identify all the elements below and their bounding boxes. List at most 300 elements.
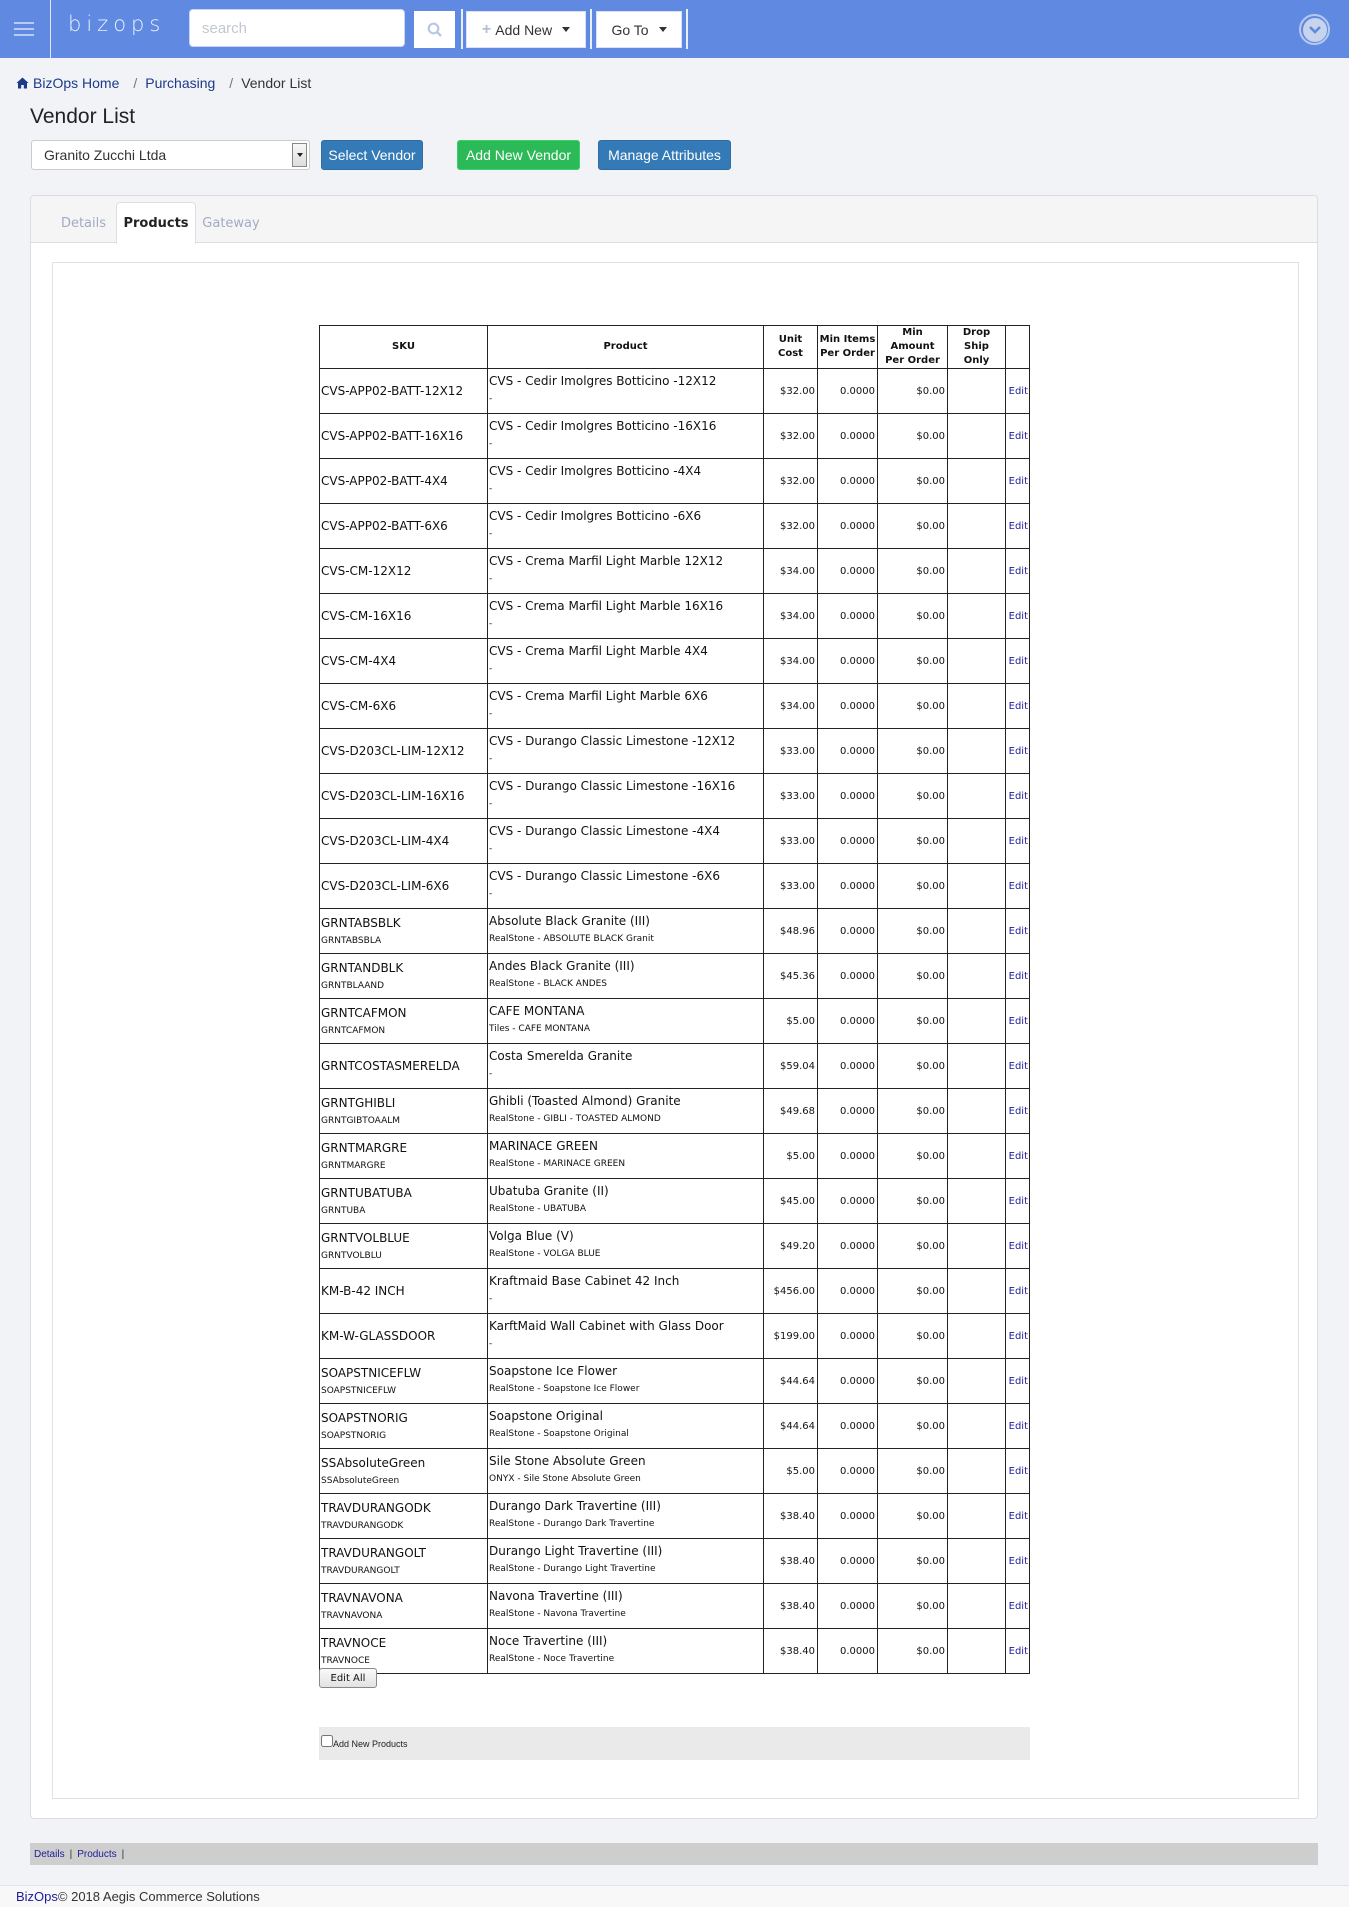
cell-product	[488, 684, 764, 729]
cell-drop-ship	[948, 954, 1006, 999]
table-row	[320, 1584, 1030, 1629]
cell-sku	[320, 1314, 488, 1359]
tab-products[interactable]: Products	[116, 202, 196, 244]
manage-attributes-button[interactable]: Manage Attributes	[598, 140, 731, 170]
cell-sku	[320, 369, 488, 414]
cell-min-amount: $0.00	[878, 504, 948, 549]
cell-min-items: 0.0000	[818, 459, 878, 504]
add-new-products-checkbox[interactable]	[321, 1735, 333, 1747]
sku-value: SOAPSTNICEFLW	[321, 1366, 422, 1380]
cell-product	[488, 414, 764, 459]
sku-sub-value: SOAPSTNICEFLW	[321, 1386, 397, 1396]
cell-min-amount: $0.00	[878, 1449, 948, 1494]
cell-drop-ship	[948, 774, 1006, 819]
top-navbar	[0, 0, 1349, 58]
cell-unit-cost: $32.00	[764, 459, 818, 504]
edit-row-link[interactable]: Edit	[1008, 475, 1028, 487]
product-sub: -	[489, 799, 493, 809]
cell-sku	[320, 459, 488, 504]
cell-sku	[320, 1404, 488, 1449]
edit-row-link[interactable]: Edit	[1008, 745, 1028, 757]
cell-edit	[1006, 1044, 1030, 1089]
table-row	[320, 1089, 1030, 1134]
cell-unit-cost: $5.00	[764, 1134, 818, 1179]
product-sub: RealStone - Soapstone Ice Flower	[489, 1384, 640, 1394]
edit-row-link[interactable]: Edit	[1008, 1105, 1028, 1117]
cell-unit-cost: $34.00	[764, 549, 818, 594]
product-name: CVS - Crema Marfil Light Marble 4X4	[489, 644, 708, 658]
cell-edit	[1006, 864, 1030, 909]
cell-drop-ship	[948, 369, 1006, 414]
sku-value: GRNTCOSTASMERELDA	[321, 1059, 460, 1073]
header-min-items	[818, 326, 878, 369]
cell-sku	[320, 1269, 488, 1314]
edit-row-link[interactable]: Edit	[1008, 1465, 1028, 1477]
product-name: CVS - Durango Classic Limestone -12X12	[489, 734, 736, 748]
footer-links-bar	[30, 1843, 1318, 1865]
cell-min-items: 0.0000	[818, 1494, 878, 1539]
plus-icon: +	[481, 20, 492, 38]
cell-min-amount: $0.00	[878, 1224, 948, 1269]
search-input[interactable]	[189, 9, 405, 47]
table-row	[320, 549, 1030, 594]
cell-product	[488, 1044, 764, 1089]
cell-unit-cost: $44.64	[764, 1359, 818, 1404]
edit-row-link[interactable]: Edit	[1008, 880, 1028, 892]
tab-bar	[31, 196, 1317, 243]
sku-sub-value: GRNTMARGRE	[321, 1161, 386, 1171]
cell-min-amount: $0.00	[878, 639, 948, 684]
edit-row-link[interactable]: Edit	[1008, 1510, 1028, 1522]
product-sub: -	[489, 619, 493, 629]
cell-drop-ship	[948, 414, 1006, 459]
sku-value: CVS-D203CL-LIM-16X16	[321, 789, 465, 803]
product-sub: -	[489, 574, 493, 584]
product-sub: -	[489, 664, 493, 674]
edit-row-link[interactable]: Edit	[1008, 1330, 1028, 1342]
sku-sub-value: TRAVNAVONA	[321, 1611, 383, 1621]
nav-separator	[461, 9, 463, 49]
cell-sku	[320, 594, 488, 639]
add-new-label: Add New	[495, 21, 553, 38]
edit-row-link[interactable]: Edit	[1008, 385, 1028, 397]
cell-drop-ship	[948, 864, 1006, 909]
header-min-amount-line1: Min Amount	[890, 327, 935, 352]
product-name: CVS - Durango Classic Limestone -4X4	[489, 824, 721, 838]
cell-sku	[320, 864, 488, 909]
cell-min-items: 0.0000	[818, 1449, 878, 1494]
cell-sku	[320, 1044, 488, 1089]
dropdown-arrow-icon[interactable]	[292, 143, 307, 167]
product-sub: RealStone - Durango Light Travertine	[489, 1564, 656, 1574]
product-sub: RealStone - GIBLI - TOASTED ALMOND	[489, 1114, 661, 1124]
table-row	[320, 1134, 1030, 1179]
cell-min-items: 0.0000	[818, 1044, 878, 1089]
cell-edit	[1006, 909, 1030, 954]
table-row	[320, 684, 1030, 729]
add-new-products-label[interactable]: Add New Products	[333, 1738, 408, 1749]
product-name: CVS - Crema Marfil Light Marble 16X16	[489, 599, 724, 613]
edit-row-link[interactable]: Edit	[1008, 565, 1028, 577]
cell-edit	[1006, 729, 1030, 774]
table-row	[320, 1314, 1030, 1359]
edit-row-link[interactable]: Edit	[1008, 1555, 1028, 1567]
product-sub: -	[489, 439, 493, 449]
cell-min-items: 0.0000	[818, 1224, 878, 1269]
edit-row-link[interactable]: Edit	[1008, 1240, 1028, 1252]
product-name: CVS - Durango Classic Limestone -6X6	[489, 869, 721, 883]
cell-drop-ship	[948, 819, 1006, 864]
sku-sub-value: GRNTABSBLA	[321, 936, 382, 946]
go-to-dropdown[interactable]	[596, 11, 682, 48]
sku-sub-value: TRAVDURANGOLT	[321, 1566, 400, 1576]
sku-sub-value: GRNTCAFMON	[321, 1026, 386, 1036]
cell-sku	[320, 1494, 488, 1539]
cell-min-items: 0.0000	[818, 729, 878, 774]
table-row	[320, 954, 1030, 999]
cell-min-amount: $0.00	[878, 999, 948, 1044]
cell-sku	[320, 504, 488, 549]
edit-row-link[interactable]: Edit	[1008, 1195, 1028, 1207]
product-sub: -	[489, 484, 493, 494]
vendor-select-value: Granito Zucchi Ltda	[44, 147, 167, 163]
sku-value: TRAVDURANGODK	[321, 1501, 431, 1515]
sku-value: SOAPSTNORIG	[321, 1411, 408, 1425]
cell-product	[488, 1494, 764, 1539]
table-row	[320, 1539, 1030, 1584]
products-table	[319, 325, 1030, 1674]
cell-edit	[1006, 1629, 1030, 1674]
sku-value: TRAVDURANGOLT	[321, 1546, 426, 1560]
footer-link-details[interactable]: Details	[34, 1848, 65, 1860]
cell-sku	[320, 1629, 488, 1674]
sku-sub-value: TRAVNOCE	[321, 1656, 370, 1666]
cell-min-items: 0.0000	[818, 1404, 878, 1449]
cell-min-amount: $0.00	[878, 1359, 948, 1404]
sku-sub-value: GRNTVOLBLU	[321, 1251, 382, 1261]
cell-drop-ship	[948, 639, 1006, 684]
vendor-select[interactable]	[31, 140, 310, 170]
cell-min-amount: $0.00	[878, 1539, 948, 1584]
cell-min-items: 0.0000	[818, 819, 878, 864]
product-sub: RealStone - Noce Travertine	[489, 1654, 615, 1664]
cell-min-items: 0.0000	[818, 954, 878, 999]
cell-unit-cost: $33.00	[764, 774, 818, 819]
product-sub: RealStone - UBATUBA	[489, 1204, 586, 1214]
table-row	[320, 1494, 1030, 1539]
cell-sku	[320, 549, 488, 594]
cell-unit-cost: $38.40	[764, 1584, 818, 1629]
cell-min-amount: $0.00	[878, 594, 948, 639]
edit-row-link[interactable]: Edit	[1008, 430, 1028, 442]
cell-min-items: 0.0000	[818, 1089, 878, 1134]
edit-row-link[interactable]: Edit	[1008, 700, 1028, 712]
cell-min-items: 0.0000	[818, 864, 878, 909]
product-name: Ubatuba Granite (II)	[489, 1184, 609, 1198]
cell-product	[488, 954, 764, 999]
product-sub: -	[489, 1339, 493, 1349]
product-name: Costa Smerelda Granite	[489, 1049, 633, 1063]
table-row	[320, 1269, 1030, 1314]
sku-sub-value: GRNTGIBTOAALM	[321, 1116, 401, 1126]
table-row	[320, 1404, 1030, 1449]
cell-min-amount: $0.00	[878, 459, 948, 504]
table-row	[320, 504, 1030, 549]
cell-sku	[320, 1449, 488, 1494]
edit-row-link[interactable]: Edit	[1008, 610, 1028, 622]
edit-row-link[interactable]: Edit	[1008, 790, 1028, 802]
cell-unit-cost: $33.00	[764, 819, 818, 864]
cell-min-items: 0.0000	[818, 1629, 878, 1674]
header-sku: SKU	[320, 326, 488, 369]
cell-edit	[1006, 549, 1030, 594]
cell-drop-ship	[948, 1134, 1006, 1179]
cell-drop-ship	[948, 594, 1006, 639]
cell-unit-cost: $199.00	[764, 1314, 818, 1359]
product-sub: -	[489, 394, 493, 404]
cell-min-items: 0.0000	[818, 414, 878, 459]
cell-edit	[1006, 1314, 1030, 1359]
cell-sku	[320, 819, 488, 864]
sku-value: KM-B-42 INCH	[321, 1284, 405, 1298]
brand-logo[interactable]: bizops	[68, 12, 166, 36]
search-button[interactable]	[414, 11, 455, 48]
cell-drop-ship	[948, 459, 1006, 504]
table-row	[320, 1629, 1030, 1674]
cell-unit-cost: $34.00	[764, 594, 818, 639]
cell-min-amount: $0.00	[878, 1314, 948, 1359]
cell-unit-cost: $49.68	[764, 1089, 818, 1134]
sku-sub-value: SOAPSTNORIG	[321, 1431, 387, 1441]
cell-min-amount: $0.00	[878, 909, 948, 954]
cell-unit-cost: $34.00	[764, 684, 818, 729]
search-icon	[427, 22, 443, 38]
cell-drop-ship	[948, 1494, 1006, 1539]
cell-drop-ship	[948, 1359, 1006, 1404]
chevron-down-icon	[562, 27, 570, 32]
product-name: CVS - Crema Marfil Light Marble 6X6	[489, 689, 708, 703]
cell-min-items: 0.0000	[818, 684, 878, 729]
product-sub: -	[489, 1069, 493, 1079]
cell-min-amount: $0.00	[878, 774, 948, 819]
cell-product	[488, 549, 764, 594]
product-name: CVS - Cedir Imolgres Botticino -16X16	[489, 419, 717, 433]
cell-min-amount: $0.00	[878, 1089, 948, 1134]
cell-edit	[1006, 999, 1030, 1044]
select-vendor-button[interactable]: Select Vendor	[321, 140, 423, 170]
product-name: CVS - Crema Marfil Light Marble 12X12	[489, 554, 724, 568]
cell-unit-cost: $45.36	[764, 954, 818, 999]
cell-min-items: 0.0000	[818, 1359, 878, 1404]
table-row	[320, 594, 1030, 639]
cell-drop-ship	[948, 549, 1006, 594]
cell-min-amount: $0.00	[878, 1269, 948, 1314]
cell-edit	[1006, 504, 1030, 549]
tab-details[interactable]: Details	[60, 215, 107, 231]
table-row	[320, 1359, 1030, 1404]
edit-row-link[interactable]: Edit	[1008, 1060, 1028, 1072]
sku-value: GRNTUBATUBA	[321, 1186, 412, 1200]
cell-min-items: 0.0000	[818, 1134, 878, 1179]
breadcrumb-separator: /	[229, 75, 234, 91]
user-menu-button[interactable]	[1299, 14, 1330, 45]
sku-value: CVS-APP02-BATT-16X16	[321, 429, 464, 443]
cell-edit	[1006, 1539, 1030, 1584]
cell-edit	[1006, 1089, 1030, 1134]
cell-min-items: 0.0000	[818, 369, 878, 414]
table-row	[320, 1449, 1030, 1494]
chevron-circle-down-icon	[1303, 18, 1327, 42]
header-drop-ship-line1: Drop Ship	[962, 327, 991, 352]
header-min-amount	[878, 326, 948, 369]
cell-unit-cost: $49.20	[764, 1224, 818, 1269]
header-min-amount-line2: Per Order	[885, 355, 940, 366]
cell-unit-cost: $5.00	[764, 1449, 818, 1494]
cell-drop-ship	[948, 1269, 1006, 1314]
edit-row-link[interactable]: Edit	[1008, 1150, 1028, 1162]
cell-min-amount: $0.00	[878, 819, 948, 864]
cell-edit	[1006, 1269, 1030, 1314]
sku-value: SSAbsoluteGreen	[321, 1456, 426, 1470]
cell-min-items: 0.0000	[818, 549, 878, 594]
copyright-brand-link[interactable]: BizOps	[16, 1889, 58, 1904]
edit-row-link[interactable]: Edit	[1008, 1600, 1028, 1612]
tab-gateway[interactable]: Gateway	[202, 215, 260, 231]
edit-row-link[interactable]: Edit	[1008, 1645, 1028, 1657]
breadcrumb-purchasing-link[interactable]: Purchasing	[145, 75, 216, 91]
edit-row-link[interactable]: Edit	[1008, 520, 1028, 532]
product-sub: -	[489, 754, 493, 764]
add-new-vendor-button[interactable]: Add New Vendor	[457, 140, 580, 170]
cell-product	[488, 1359, 764, 1404]
edit-row-link[interactable]: Edit	[1008, 1420, 1028, 1432]
product-sub: RealStone - Durango Dark Travertine	[489, 1519, 655, 1529]
table-row	[320, 729, 1030, 774]
cell-sku	[320, 684, 488, 729]
cell-drop-ship	[948, 1314, 1006, 1359]
cell-sku	[320, 909, 488, 954]
table-row	[320, 1224, 1030, 1269]
product-name: Navona Travertine (III)	[489, 1589, 623, 1603]
product-name: CVS - Cedir Imolgres Botticino -4X4	[489, 464, 702, 478]
nav-divider	[50, 0, 51, 58]
table-row	[320, 459, 1030, 504]
cell-sku	[320, 1134, 488, 1179]
chevron-down-icon	[659, 27, 667, 32]
table-row	[320, 414, 1030, 459]
cell-product	[488, 1629, 764, 1674]
hamburger-menu-icon[interactable]	[14, 18, 34, 40]
product-name: KarftMaid Wall Cabinet with Glass Door	[489, 1319, 724, 1333]
sku-value: KM-W-GLASSDOOR	[321, 1329, 436, 1343]
breadcrumb-home-link[interactable]: BizOps Home	[33, 75, 120, 91]
product-sub: -	[489, 709, 493, 719]
cell-min-amount: $0.00	[878, 1404, 948, 1449]
breadcrumb-separator: /	[133, 75, 138, 91]
cell-min-amount: $0.00	[878, 1044, 948, 1089]
product-name: Soapstone Ice Flower	[489, 1364, 618, 1378]
cell-drop-ship	[948, 1404, 1006, 1449]
header-drop-ship	[948, 326, 1006, 369]
cell-unit-cost: $44.64	[764, 1404, 818, 1449]
cell-min-amount: $0.00	[878, 864, 948, 909]
sku-sub-value: GRNTBLAAND	[321, 981, 385, 991]
header-actions	[1006, 326, 1030, 369]
cell-edit	[1006, 1494, 1030, 1539]
cell-product	[488, 864, 764, 909]
nav-separator	[590, 9, 592, 49]
product-name: CVS - Cedir Imolgres Botticino -6X6	[489, 509, 702, 523]
cell-drop-ship	[948, 1539, 1006, 1584]
product-name: Durango Dark Travertine (III)	[489, 1499, 661, 1513]
edit-row-link[interactable]: Edit	[1008, 1015, 1028, 1027]
edit-row-link[interactable]: Edit	[1008, 1375, 1028, 1387]
cell-unit-cost: $33.00	[764, 729, 818, 774]
product-name: Absolute Black Granite (III)	[489, 914, 650, 928]
cell-drop-ship	[948, 1089, 1006, 1134]
cell-edit	[1006, 954, 1030, 999]
cell-product	[488, 1314, 764, 1359]
copyright-footer	[0, 1885, 1349, 1907]
edit-row-link[interactable]: Edit	[1008, 1285, 1028, 1297]
cell-min-items: 0.0000	[818, 774, 878, 819]
cell-edit	[1006, 684, 1030, 729]
cell-drop-ship	[948, 909, 1006, 954]
cell-product	[488, 909, 764, 954]
table-row	[320, 864, 1030, 909]
cell-unit-cost: $38.40	[764, 1494, 818, 1539]
cell-min-items: 0.0000	[818, 1179, 878, 1224]
cell-min-amount: $0.00	[878, 414, 948, 459]
cell-edit	[1006, 414, 1030, 459]
table-row	[320, 819, 1030, 864]
table-row	[320, 774, 1030, 819]
cell-unit-cost: $38.40	[764, 1539, 818, 1584]
sku-sub-value: TRAVDURANGODK	[321, 1521, 404, 1531]
table-body	[320, 369, 1030, 1674]
cell-min-amount: $0.00	[878, 954, 948, 999]
edit-row-link[interactable]: Edit	[1008, 835, 1028, 847]
cell-product	[488, 459, 764, 504]
cell-unit-cost: $32.00	[764, 414, 818, 459]
sku-sub-value: GRNTUBA	[321, 1206, 366, 1216]
product-sub: RealStone - VOLGA BLUE	[489, 1249, 601, 1259]
product-sub: RealStone - Navona Travertine	[489, 1609, 626, 1619]
cell-edit	[1006, 1449, 1030, 1494]
add-new-dropdown[interactable]	[466, 11, 586, 48]
cell-sku	[320, 774, 488, 819]
header-unit-cost: Unit Cost	[764, 326, 818, 369]
table-row	[320, 909, 1030, 954]
product-name: CVS - Durango Classic Limestone -16X16	[489, 779, 736, 793]
sku-value: CVS-D203CL-LIM-6X6	[321, 879, 450, 893]
breadcrumb-current: Vendor List	[241, 75, 312, 91]
page-title: Vendor List	[30, 105, 136, 128]
sku-value: GRNTCAFMON	[321, 1006, 407, 1020]
cell-unit-cost: $32.00	[764, 369, 818, 414]
edit-row-link[interactable]: Edit	[1008, 970, 1028, 982]
sku-value: GRNTANDBLK	[321, 961, 404, 975]
cell-edit	[1006, 369, 1030, 414]
edit-row-link[interactable]: Edit	[1008, 655, 1028, 667]
edit-row-link[interactable]: Edit	[1008, 925, 1028, 937]
cell-min-amount: $0.00	[878, 729, 948, 774]
cell-product	[488, 729, 764, 774]
cell-product	[488, 1269, 764, 1314]
footer-separator: |	[121, 1848, 125, 1860]
footer-link-products[interactable]: Products	[77, 1848, 117, 1860]
edit-all-button[interactable]: Edit All	[319, 1668, 377, 1688]
